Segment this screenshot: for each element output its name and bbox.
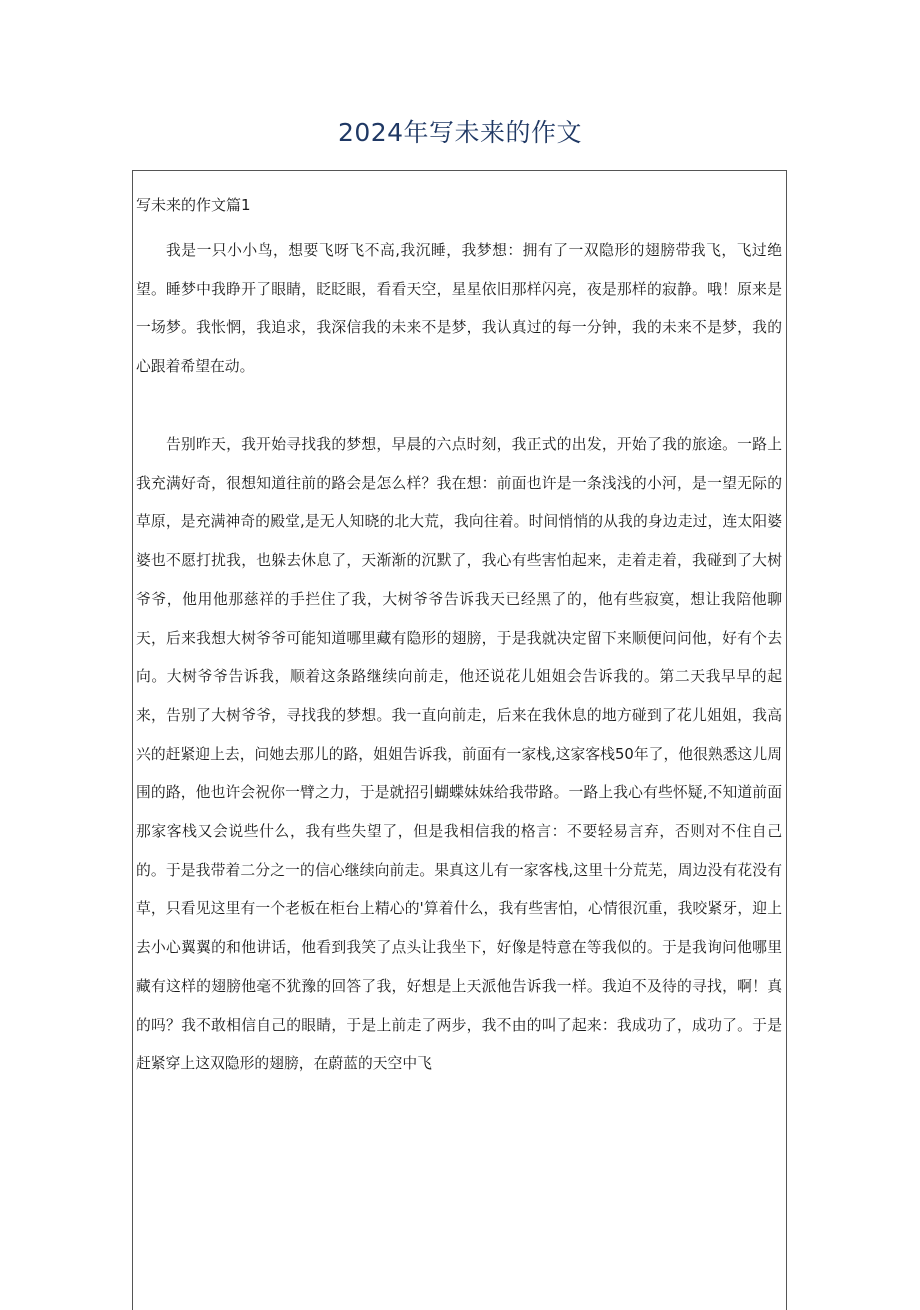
paragraph-1: 我是一只小小鸟，想要飞呀飞不高,我沉睡，我梦想：拥有了一双隐形的翅膀带我飞，飞过绝望。睡梦中我睁开了眼睛，眨眨眼，看看天空，星星依旧那样闪亮，夜是那样的寂静。哦！原来是一场梦。我怅惘，我追求，我深信我的未来不是梦，我认真过的每一分钟，我的未来不是梦，我的心跟着希望在动。 [136,242,782,376]
paragraph-2: 告别昨天，我开始寻找我的梦想，早晨的六点时刻，我正式的出发，开始了我的旅途。一路上我充满好奇，很想知道往前的路会是怎么样？我在想：前面也许是一条浅浅的小河，是一望无际的草原，是充满神奇的殿堂,是无人知晓的北大荒，我向往着。时间悄悄的从我的身边走过，连太阳婆婆也不愿打扰我，也躲去休息了，天渐渐的沉默了，我心有些害怕起来，走着走着，我碰到了大树爷爷，他用他那慈祥的手拦住了我，大树爷爷告诉我天已经黑了的，他有些寂寞，想让我陪他聊天，后来我想大树爷爷可能知道哪里藏有隐形的翅膀，于是我就决定留下来顺便问问他，好有个去向。大树爷爷告诉我，顺着这条路继续向前走，他还说花儿姐姐会告诉我的。第二天我早早的起来，告别了大树爷爷，寻找我的梦想。我一直向前走，后来在我休息的地方碰到了花儿姐姐，我高兴的赶紧迎上去，问她去那儿的路，姐姐告诉我，前面有一家栈,这家客栈50年了，他很熟悉这儿周围的路，他也许会祝你一臂之力，于是就招引蝴蝶妹妹给我带路。一路上我心有些怀疑,不知道前面那家客栈又会说些什么，我有些失望了，但是我相信我的格言：不要轻易言弃，否则对不住自己的。于是我带着二分之一的信心继续向前走。果真这儿有一家客栈,这里十分荒芜，周边没有花没有草，只看见这里有一个老板在柜台上精心的'算着什么，我有些害怕，心情很沉重，我咬紧牙，迎上去小心翼翼的和他讲话，他看到我笑了点头让我坐下，好像是特意在等我似的。于是我询问他哪里藏有这样的翅膀他毫不犹豫的回答了我，好想是上天派他告诉我一样。我迫不及待的寻找，啊！真的吗？我不敢相信自己的眼睛，于是上前走了两步，我不由的叫了起来：我成功了，成功了。于是赶紧穿上这双隐形的翅膀，在蔚蓝的天空中飞 [136,436,782,1073]
section-heading: 写未来的作文篇1 [136,196,251,214]
document-title: 2024年写未来的作文 [337,118,583,147]
